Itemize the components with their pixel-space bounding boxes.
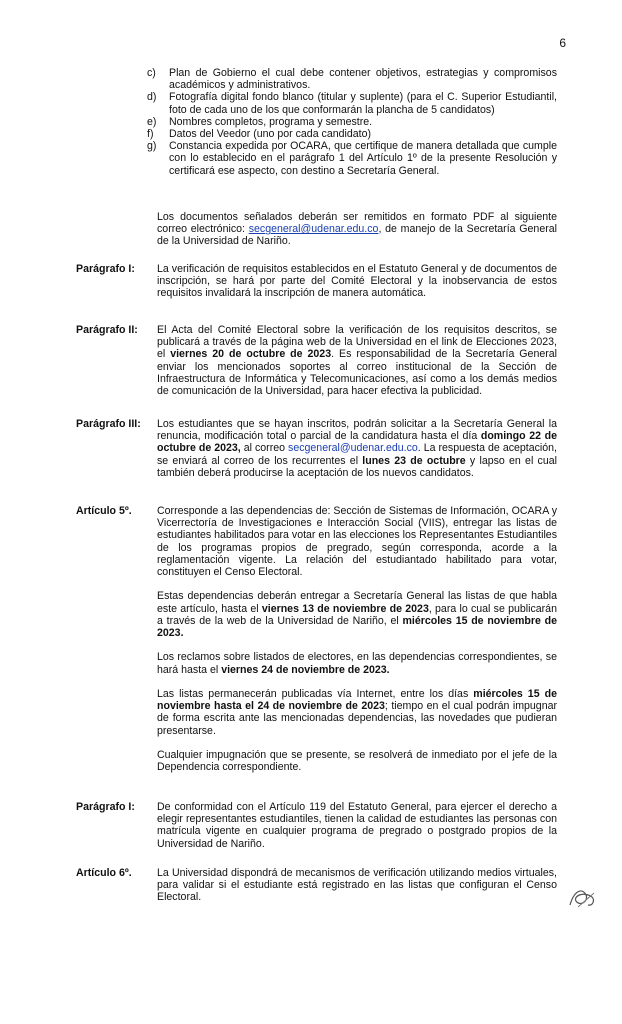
- list-item: [147, 67, 557, 91]
- page-number: 6: [559, 36, 566, 50]
- section-label: Parágrafo I:: [76, 801, 135, 813]
- section-label: Parágrafo II:: [76, 324, 138, 336]
- list-marker: f): [147, 128, 154, 141]
- section-label: Parágrafo III:: [76, 418, 141, 430]
- paragrafo-3: [76, 418, 557, 479]
- section-label: Artículo 5º.: [76, 505, 132, 517]
- documents-note: [157, 211, 557, 248]
- paragraph: Cualquier impugnación que se presente, se resolverá de inmediato por el jefe de la Dependencia correspondiente.: [157, 749, 557, 774]
- articulo-5: [76, 505, 557, 773]
- documents-note-text: Los documentos señalados deberán ser remitidos en formato PDF al siguiente correo electrónico:: [157, 211, 557, 236]
- email-link[interactable]: secgeneral@udenar.edu.co: [248, 223, 379, 236]
- bold-date: lunes 23 de octubre: [362, 454, 466, 467]
- list-item-text: Plan de Gobierno el cual debe contener objetivos, estrategias y compromisos académicos y administrativos.: [169, 67, 557, 92]
- list-marker: d): [147, 91, 157, 104]
- signature-mark: [566, 885, 598, 911]
- list-item: [147, 91, 557, 115]
- list-item: [147, 116, 557, 128]
- paragraph: Los reclamos sobre listados de electores, en las dependencias correspondientes, se hará hasta el viernes 24 de noviembre de 2023.: [157, 651, 557, 676]
- list-item: [147, 128, 557, 140]
- section-label: Artículo 6º.: [76, 867, 132, 879]
- documents-note-text: , de manejo de la Secretaría General de la Universidad de Nariño.: [157, 223, 557, 248]
- list-item: [147, 140, 557, 177]
- bold-date: viernes 20 de octubre de 2023: [170, 348, 332, 361]
- section-body: La Universidad dispondrá de mecanismos de verificación utilizando medios virtuales, para validar si el estudiante está registrado en las listas que configuran el Censo Electoral.: [157, 867, 557, 904]
- list-item-text: Nombres completos, programa y semestre.: [169, 115, 373, 128]
- requirements-list: [147, 67, 557, 177]
- list-marker: e): [147, 115, 157, 128]
- list-item-text: Datos del Veedor (uno por cada candidato): [169, 128, 372, 141]
- articulo-6: [76, 867, 557, 904]
- paragrafo-1: [76, 263, 557, 300]
- email-link[interactable]: secgeneral@udenar.edu.co: [288, 442, 418, 455]
- paragraph: Las listas permanecerán publicadas vía Internet, entre los días miércoles 15 de noviembre hasta el 24 de noviembre de 2023; tiempo en el cual podrán impugnar de forma escrita ante las mencionadas dependencias, las novedades que pudieran presentarse.: [157, 688, 558, 737]
- list-item-text: Constancia expedida por OCARA, que certifique de manera detallada que cumple con lo establecido en el parágrafo 1 del Artículo 1º de la presente Resolución y certificará ese aspecto, con destino a Secretaría General.: [169, 140, 557, 177]
- list-marker: g): [147, 140, 157, 153]
- paragrafo-1b: [76, 801, 557, 850]
- section-body: De conformidad con el Artículo 119 del Estatuto General, para ejercer el derecho a elegir representantes estudiantiles, tienen la calidad de estudiantes las personas con matrícula vigente en cualquier programa de pregrado o postgrado propios de la Universidad de Nariño.: [157, 801, 557, 850]
- section-body: La verificación de requisitos establecidos en el Estatuto General y de documentos de inscripción, se hará por parte del Comité Electoral y la inobservancia de estos requisitos invalidará la inscripción de manera automática.: [157, 263, 557, 300]
- paragrafo-2: [76, 324, 557, 397]
- section-body: [157, 505, 557, 773]
- section-label: Parágrafo I:: [76, 263, 135, 275]
- section-body: Los estudiantes que se hayan inscritos, podrán solicitar a la Secretaría General la renuncia, modificación total o parcial de la candidatura hasta el día domingo 22 de octubre de 2023, al correo secgeneral@udenar.edu.co. La respuesta de aceptación, se enviará al correo de los recurrentes el lunes 23 de octubre y lapso en el cual también deberá producirse la aceptación de los nuevos candidatos.: [157, 418, 557, 479]
- paragraph: Estas dependencias deberán entregar a Secretaría General las listas de que habla este artículo, hasta el viernes 13 de noviembre de 2023, para lo cual se publicarán a través de la web de la Universidad de Nariño, el miércoles 15 de noviembre de 2023.: [157, 590, 557, 640]
- list-marker: c): [147, 67, 156, 79]
- paragraph: Corresponde a las dependencias de: Sección de Sistemas de Información, OCARA y Vicerrectoría de Investigaciones e Interacción Social (VIIS), entregar las listas de estudiantes habilitados para votar en las elecciones los Representantes Estudiantiles de los programas propios de pregrado, según corresponda, acorde a la reglamentación vigente. La relación del estudiantado habilitado para votar, constituyen el Censo Electoral.: [157, 505, 557, 579]
- list-item-text: Fotografía digital fondo blanco (titular y suplente) (para el C. Superior Estudiantil, foto de cada uno de los que conformarán la plancha de 5 candidatos): [169, 91, 557, 116]
- section-body: El Acta del Comité Electoral sobre la verificación de los requisitos descritos, se publicará a través de la página web de la Universidad en el link de Elecciones 2023, el viernes 20 de octubre de 2023. Es responsabilidad de la Secretaría General enviar los mencionados soportes al correo institucional de la Sección de Infraestructura de Informática y Telecomunicaciones, así como a los demás medios de comunicación de la Universidad, para hacer efectiva la publicidad.: [157, 324, 557, 398]
- bold-date: domingo 22 de octubre de 2023,: [157, 430, 557, 455]
